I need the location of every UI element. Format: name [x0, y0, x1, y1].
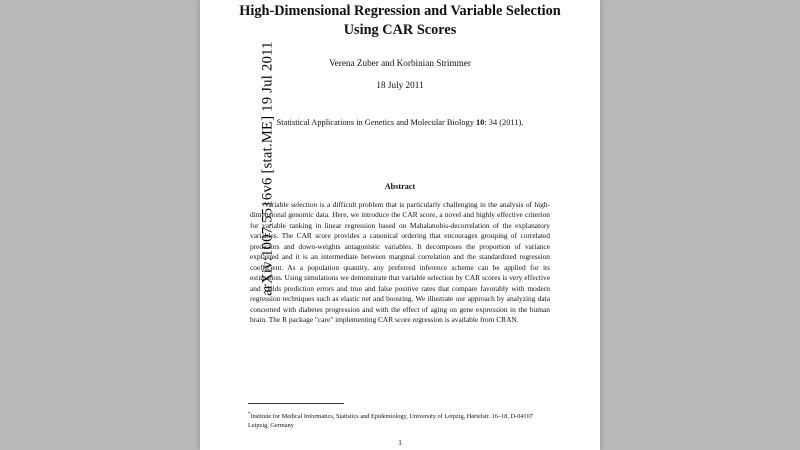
journal-volume: 10: [475, 117, 485, 127]
authors: [200, 58, 600, 68]
footnote-divider: [248, 403, 344, 404]
title-line-2: Using CAR Scores: [343, 21, 457, 38]
footnote-marker: *: [248, 411, 251, 417]
journal-reference: [200, 118, 600, 127]
abstract-heading: Abstract: [384, 181, 416, 191]
authors-text: Verena Zuber and Korbinian Strimmer: [329, 57, 471, 68]
journal-suffix: : 34 (2011).: [484, 117, 524, 127]
publication-date: 18 July 2011: [376, 79, 424, 90]
paper-content: [200, 0, 600, 450]
footnote: [248, 411, 552, 430]
journal-prefix: Statistical Applications in Genetics and Molecular Biology: [276, 117, 476, 127]
title-line-1: High-Dimensional Regression and Variable Selection: [239, 3, 561, 19]
abstract-body: [250, 200, 550, 326]
footnote-text: Institute for Medical Informatics, Statistics and Epidemiology, University of Leipzig, Härtelstr. 16–18, D-04107 Leipzig, Germany: [248, 412, 533, 429]
arxiv-stamp: arXiv:1007.5516v6 [stat.ME] 19 Jul 2011: [259, 41, 276, 296]
page-title: [200, 0, 600, 40]
paper-page: [200, 0, 600, 450]
page-number: 1: [398, 438, 402, 447]
abstract-text: Variable selection is a difficult problem that is particularly challenging in the analysis of high-dimensional genomic data. Here, we introduce the CAR score, a novel and highly effective criterion for variable ranking in linear regression based on Mahalanobis-decorrelation of the explanatory variables. The CAR score provides a canonical ordering that encourages grouping of correlated predictors and down-weights antagonistic variables. It decomposes the proportion of variance explained and it is an intermediate between marginal correlation and the standardized regression coefficient. As a population quantity, any preferred inference scheme can be applied for its estimation. Using simulations we demonstrate that variable selection by CAR scores is very effective and yields prediction errors and true and false positive rates that compare favorably with modern regression techniques such as elastic net and boosting. We illustrate our approach by analyzing data concerned with diabetes progression and with the effect of aging on gene expression in the human brain. The R package "care" implementing CAR score regression is available from CRAN.: [250, 199, 550, 325]
